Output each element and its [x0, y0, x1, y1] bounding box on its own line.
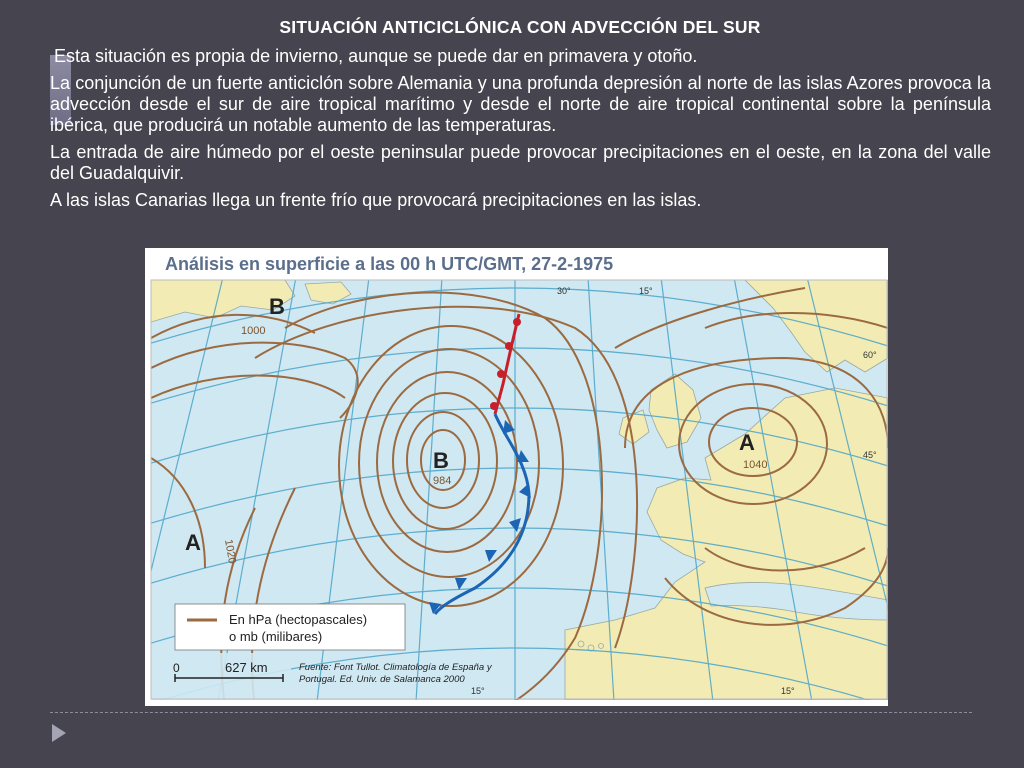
warm-front-marker-1: [513, 318, 521, 326]
map-title: Análisis en superficie a las 00 h UTC/GMT, 27-2-1975: [165, 254, 614, 274]
slide-title: SITUACIÓN ANTICICLÓNICA CON ADVECCIÓN DEL SUR: [279, 17, 761, 37]
legend-line-2: o mb (milibares): [229, 629, 323, 644]
high-pressure-west-label: A: [185, 530, 201, 555]
degree-label-30: 30°: [557, 286, 571, 296]
scale-bar: [151, 653, 291, 700]
low-pressure-center-label: B: [433, 448, 449, 473]
degree-label-15-top: 15°: [639, 286, 653, 296]
source-line-2: Portugal. Ed. Univ. de Salamanca 2000: [299, 674, 465, 685]
isobar-value-1040: 1040: [743, 459, 768, 471]
play-icon[interactable]: [52, 724, 66, 742]
paragraph-4: A las islas Canarias llega un frente frío que provocará precipitaciones en las islas.: [50, 190, 702, 210]
warm-front-marker-4: [490, 402, 498, 410]
legend-line-1: En hPa (hectopascales): [229, 612, 368, 627]
source-line-1: Fuente: Font Tullot. Climatología de España y: [299, 662, 492, 673]
weather-map: [145, 248, 888, 706]
map-legend: [175, 604, 405, 650]
high-pressure-east-label: A: [739, 430, 755, 455]
weather-map-svg: [145, 248, 888, 706]
degree-label-45: 45°: [863, 450, 877, 460]
isobar-value-984: 984: [433, 475, 452, 487]
paragraph-2: La conjunción de un fuerte anticiclón sobre Alemania y una profunda depresión al norte de las islas Azores provoca la advección desde el sur de aire tropical marítimo y desde el norte de aire tropical continental sobre la península ibérica, que producirá un notable aumento de las temperaturas.: [50, 73, 991, 135]
warm-front-marker-3: [497, 370, 505, 378]
scale-bar-background: [151, 653, 291, 700]
scale-start: 0: [173, 661, 180, 675]
warm-front-marker-2: [505, 342, 513, 350]
degree-label-15-bottom-right: 15°: [781, 686, 795, 696]
isobar-value-1020: 1020: [222, 538, 239, 565]
degree-label-15-bottom-left: 15°: [471, 686, 485, 696]
degree-label-60: 60°: [863, 350, 877, 360]
scale-distance: 627 km: [225, 660, 268, 675]
slide-body: [50, 46, 991, 217]
footer-divider: [50, 712, 972, 713]
paragraph-1: Esta situación es propia de invierno, aunque se puede dar en primavera y otoño.: [54, 46, 698, 66]
isobar-value-1000: 1000: [241, 325, 266, 337]
low-pressure-north-label: B: [269, 294, 285, 319]
paragraph-3: La entrada de aire húmedo por el oeste peninsular puede provocar precipitaciones en el oeste, en la zona del valle del Guadalquivir.: [50, 142, 991, 183]
canary-island-3: [599, 644, 604, 649]
canary-island-1: [578, 641, 584, 647]
